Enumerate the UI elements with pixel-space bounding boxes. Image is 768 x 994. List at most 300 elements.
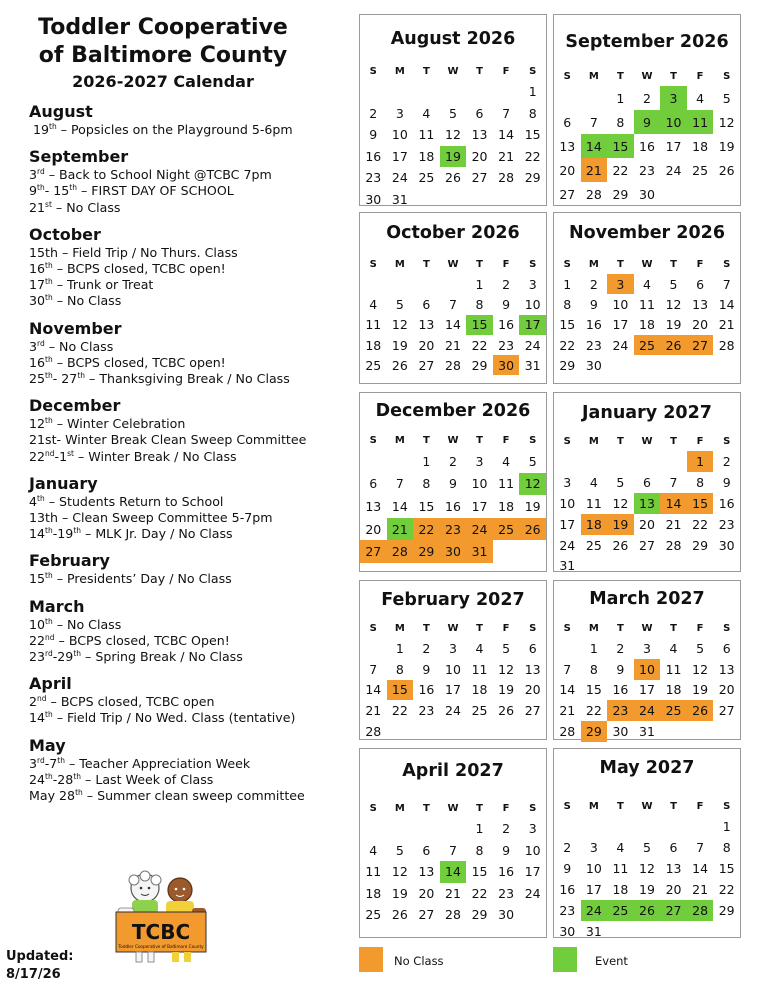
ordinal-suffix: th — [73, 526, 82, 536]
event-text: – No Class — [52, 293, 122, 309]
month-calendar — [553, 748, 741, 938]
day-cell: 6 — [369, 476, 378, 492]
ordinal-suffix: th — [75, 787, 83, 797]
day-cell: 16 — [612, 682, 629, 698]
weekday-header: W — [447, 258, 459, 270]
event-item — [29, 710, 349, 726]
event-text: 22 — [29, 448, 46, 464]
weekday-header: S — [369, 802, 377, 814]
event-item — [29, 183, 349, 199]
ordinal-suffix: rd — [37, 755, 45, 765]
tcbc-logo — [110, 866, 212, 966]
weekday-header: T — [476, 258, 483, 270]
month-calendar-title: March 2027 — [589, 589, 705, 609]
day-cell: 4 — [616, 840, 625, 855]
empty-day-cell — [466, 81, 493, 103]
weekday-header: F — [696, 435, 704, 447]
day-cell: 9 — [502, 842, 511, 858]
day-cell: 8 — [616, 114, 625, 130]
day-cell: 22 — [524, 148, 541, 164]
day-cell: 9 — [422, 661, 431, 677]
weekday-header: M — [588, 435, 599, 447]
day-cell: 27 — [471, 170, 488, 186]
day-cell: 10 — [585, 861, 602, 876]
empty-day-cell — [660, 721, 687, 742]
day-cell: 27 — [718, 703, 735, 719]
day-cell: 16 — [445, 498, 461, 514]
empty-day-cell — [440, 721, 467, 742]
event-text: 19 — [33, 122, 50, 137]
day-cell: 20 — [365, 521, 382, 537]
day-cell: 25 — [365, 357, 382, 373]
day-cell: 8 — [528, 105, 537, 121]
day-cell-no-class: 25 — [493, 518, 520, 541]
month-calendar — [359, 212, 547, 384]
logo-subtext: Toddler Cooperative of Baltimore County — [118, 944, 204, 949]
month-calendar — [553, 212, 741, 384]
day-cell: 16 — [559, 882, 576, 897]
updated-note — [6, 948, 73, 984]
day-cell: 3 — [528, 821, 537, 837]
weekday-header: T — [422, 622, 430, 634]
day-cell: 16 — [365, 148, 382, 164]
day-cell: 6 — [563, 114, 572, 130]
weekday-header: F — [696, 622, 704, 634]
day-cell-no-class: 3 — [607, 274, 634, 294]
ordinal-suffix: th — [49, 121, 57, 131]
weekday-header: M — [588, 70, 599, 82]
event-text: - 15 — [44, 183, 70, 199]
day-cell: 26 — [391, 907, 408, 923]
weekday-header: S — [529, 65, 537, 77]
day-cell-no-class: 15 — [387, 680, 414, 701]
event-text: – Last Week of Class — [81, 771, 214, 787]
weekday-header: S — [529, 802, 537, 814]
event-text: 22 — [29, 632, 46, 648]
event-text: 16 — [29, 261, 46, 277]
empty-day-cell — [413, 721, 440, 742]
day-cell-no-class: 21 — [581, 158, 608, 182]
weekday-header: F — [696, 70, 704, 82]
empty-day-cell — [360, 274, 387, 294]
day-cell: 16 — [585, 317, 602, 333]
empty-day-cell — [713, 355, 740, 375]
day-cell: 18 — [365, 885, 382, 901]
empty-day-cell — [634, 816, 661, 837]
day-cell: 1 — [616, 90, 625, 106]
day-cell: 14 — [365, 682, 382, 698]
empty-day-cell — [387, 818, 414, 840]
empty-day-cell — [413, 81, 440, 103]
legend-event-label: Event — [595, 954, 628, 968]
day-cell: 24 — [524, 885, 541, 901]
weekday-header: T — [476, 65, 483, 77]
day-cell: 11 — [418, 127, 435, 143]
day-cell: 27 — [524, 703, 541, 719]
weekday-header: M — [588, 622, 599, 634]
day-cell-event: 12 — [519, 473, 546, 496]
day-cell: 30 — [365, 191, 382, 207]
day-cell: 21 — [718, 317, 735, 333]
weekday-header: S — [723, 258, 731, 270]
day-cell: 16 — [498, 317, 515, 333]
month-calendar-title: September 2026 — [565, 32, 729, 52]
month-calendar-title: May 2027 — [599, 758, 695, 778]
event-month-heading: November — [29, 318, 122, 338]
day-cell: 3 — [448, 640, 457, 656]
empty-day-cell — [440, 274, 467, 294]
weekday-header: S — [563, 435, 571, 447]
day-cell: 20 — [665, 882, 682, 897]
day-cell-event: 17 — [519, 315, 546, 335]
day-cell: 22 — [471, 885, 488, 901]
day-cell: 17 — [391, 148, 408, 164]
event-item — [29, 200, 349, 216]
event-item — [29, 293, 349, 309]
event-text: – Summer clean sweep committee — [82, 788, 305, 804]
day-cell: 8 — [475, 842, 484, 858]
empty-day-cell — [634, 921, 661, 942]
event-list — [29, 102, 349, 813]
ordinal-suffix: th — [73, 648, 82, 658]
day-cell: 22 — [585, 703, 602, 719]
event-text: – BCPS closed, TCBC open! — [52, 354, 226, 370]
weekday-header: T — [476, 802, 483, 814]
empty-day-cell — [607, 555, 634, 576]
day-cell: 3 — [563, 474, 572, 490]
event-text: – BCPS closed, TCBC open — [46, 694, 215, 710]
day-cell: 5 — [696, 640, 705, 656]
empty-day-cell — [687, 921, 714, 942]
day-cell: 25 — [585, 537, 602, 553]
event-text: – Teacher Appreciation Week — [65, 755, 251, 771]
empty-day-cell — [687, 816, 714, 837]
day-cell: 23 — [559, 903, 576, 918]
empty-day-cell — [466, 189, 493, 211]
day-cell: 13 — [559, 138, 576, 154]
day-cell-no-class: 1 — [687, 451, 714, 472]
ordinal-suffix: th — [37, 493, 45, 503]
event-text: – Presidents’ Day / No Class — [52, 571, 232, 587]
day-cell: 7 — [448, 842, 457, 858]
event-text: -29 — [52, 649, 74, 665]
weekday-header: T — [616, 622, 624, 634]
day-cell-event: 3 — [660, 86, 687, 110]
event-text: 3 — [29, 338, 38, 354]
day-cell: 7 — [696, 840, 705, 855]
day-cell: 22 — [718, 882, 735, 897]
day-cell: 6 — [722, 640, 731, 656]
event-text: -28 — [52, 771, 74, 787]
event-text: -1 — [54, 448, 68, 464]
event-month-heading: April — [29, 674, 72, 694]
event-month-block — [29, 674, 349, 726]
event-item — [29, 649, 349, 665]
day-cell-event: 9 — [634, 110, 661, 134]
day-cell-event: 15 — [466, 315, 493, 335]
event-month-heading: January — [29, 473, 98, 493]
empty-day-cell — [634, 555, 661, 576]
calendar-year-title: 2026-2027 Calendar — [72, 72, 254, 91]
day-cell: 21 — [498, 148, 515, 164]
day-cell: 5 — [502, 640, 511, 656]
empty-day-cell — [413, 818, 440, 840]
updated-label: Updated: — [6, 949, 74, 964]
ordinal-suffix: nd — [45, 632, 55, 642]
event-month-block — [29, 319, 349, 388]
day-cell: 11 — [612, 861, 629, 876]
weekday-header: S — [369, 65, 377, 77]
day-cell-event: 21 — [387, 518, 414, 541]
weekday-header: M — [394, 622, 405, 634]
day-cell: 14 — [692, 861, 709, 876]
ordinal-suffix: th — [45, 710, 53, 720]
day-cell: 3 — [589, 840, 598, 855]
day-cell: 14 — [718, 296, 735, 312]
event-text: – BCPS closed, TCBC Open! — [54, 632, 230, 648]
event-item — [29, 633, 349, 649]
weekday-header: S — [563, 622, 571, 634]
day-cell: 2 — [502, 276, 511, 292]
day-cell: 6 — [528, 640, 537, 656]
weekday-header: W — [641, 435, 653, 447]
day-cell: 9 — [589, 296, 598, 312]
day-cell-no-class: 22 — [413, 518, 440, 541]
day-cell: 25 — [365, 907, 382, 923]
weekday-header: S — [723, 622, 731, 634]
empty-day-cell — [660, 451, 687, 472]
event-text: – Thanksgiving Break / No Class — [85, 371, 290, 387]
month-calendar-title: January 2027 — [582, 403, 712, 423]
event-month-block — [29, 396, 349, 465]
weekday-header: W — [447, 622, 459, 634]
event-text: 13th – Clean Sweep Committee 5-7pm — [29, 510, 273, 526]
day-cell: 28 — [498, 170, 515, 186]
empty-day-cell — [713, 921, 740, 942]
day-cell-event: 25 — [607, 900, 634, 921]
weekday-header: W — [447, 802, 459, 814]
day-cell: 13 — [365, 498, 382, 514]
day-cell: 6 — [696, 276, 705, 292]
empty-day-cell — [660, 555, 687, 576]
day-cell-no-class: 28 — [387, 540, 414, 563]
weekday-header: T — [616, 258, 624, 270]
day-cell: 8 — [395, 661, 404, 677]
day-cell: 6 — [422, 842, 431, 858]
day-cell: 20 — [718, 682, 735, 698]
day-cell: 1 — [563, 276, 572, 292]
day-cell: 30 — [585, 357, 602, 373]
empty-day-cell — [360, 450, 387, 473]
day-cell: 5 — [395, 296, 404, 312]
event-item — [29, 261, 349, 277]
day-cell: 9 — [448, 476, 457, 492]
day-cell: 17 — [612, 317, 629, 333]
day-cell-no-class: 10 — [634, 659, 661, 680]
day-cell-no-class: 14 — [660, 493, 687, 514]
event-item — [29, 788, 349, 804]
event-month-heading: March — [29, 596, 85, 616]
event-text: 16 — [29, 354, 46, 370]
day-cell: 13 — [692, 296, 709, 312]
day-cell: 17 — [524, 864, 541, 880]
weekday-header: F — [502, 258, 510, 270]
day-cell: 1 — [395, 640, 404, 656]
empty-day-cell — [466, 721, 493, 742]
ordinal-suffix: th — [45, 354, 53, 364]
day-cell-no-class: 29 — [581, 721, 608, 742]
day-cell: 6 — [642, 474, 651, 490]
empty-day-cell — [387, 274, 414, 294]
day-cell-no-class: 25 — [634, 335, 661, 355]
day-cell: 29 — [471, 907, 488, 923]
day-cell: 3 — [395, 105, 404, 121]
day-cell: 4 — [422, 105, 431, 121]
weekday-header: S — [369, 434, 377, 446]
empty-day-cell — [519, 540, 546, 563]
day-cell-no-class: 19 — [607, 514, 634, 535]
day-cell: 30 — [639, 186, 655, 202]
event-text: 17 — [29, 277, 46, 293]
day-cell: 9 — [369, 127, 378, 143]
day-cell: 19 — [391, 885, 408, 901]
event-text: – Spring Break / No Class — [81, 649, 243, 665]
event-text: 15 — [29, 571, 46, 587]
event-text: May 28 — [29, 788, 76, 804]
empty-day-cell — [519, 721, 546, 742]
day-cell-event: 19 — [440, 146, 467, 168]
event-item — [29, 510, 349, 526]
empty-day-cell — [493, 81, 520, 103]
day-cell: 17 — [665, 138, 682, 154]
day-cell: 26 — [612, 537, 629, 553]
day-cell: 7 — [563, 661, 572, 677]
day-cell: 11 — [639, 296, 655, 312]
day-cell-event: 14 — [440, 861, 467, 883]
day-cell: 2 — [642, 90, 651, 106]
event-text: – No Class — [52, 616, 122, 632]
calendar-title — [0, 14, 326, 93]
day-cell: 24 — [391, 170, 408, 186]
weekday-header: M — [588, 800, 599, 812]
empty-day-cell — [413, 189, 440, 211]
month-calendar-title: December 2026 — [375, 401, 531, 421]
day-cell: 11 — [365, 864, 382, 880]
ordinal-suffix: nd — [45, 448, 55, 458]
month-calendar-title: April 2027 — [402, 761, 504, 781]
day-cell: 4 — [369, 296, 378, 312]
day-cell: 10 — [471, 476, 488, 492]
day-cell: 7 — [448, 296, 457, 312]
day-cell: 7 — [589, 114, 598, 130]
event-text: 9 — [29, 183, 38, 199]
day-cell: 2 — [563, 840, 572, 855]
month-calendar — [359, 392, 547, 572]
day-cell: 19 — [692, 682, 709, 698]
day-cell: 25 — [692, 162, 709, 178]
day-cell: 14 — [391, 498, 408, 514]
month-calendar — [359, 580, 547, 740]
weekday-header: T — [616, 70, 624, 82]
ordinal-suffix: st — [67, 448, 74, 458]
day-cell: 18 — [418, 148, 435, 164]
weekday-header: F — [502, 622, 510, 634]
day-cell: 2 — [502, 821, 511, 837]
day-cell-no-class: 31 — [466, 540, 493, 563]
day-cell: 28 — [445, 357, 461, 373]
event-item — [29, 371, 349, 387]
event-text: – Back to School Night @TCBC 7pm — [44, 167, 272, 183]
day-cell: 26 — [445, 170, 461, 186]
empty-day-cell — [519, 189, 546, 211]
day-cell: 15 — [524, 127, 541, 143]
day-cell: 1 — [589, 640, 598, 656]
weekday-header: T — [670, 622, 677, 634]
day-cell: 5 — [448, 105, 457, 121]
ordinal-suffix: th — [45, 416, 53, 426]
weekday-header: F — [502, 802, 510, 814]
day-cell: 29 — [524, 170, 541, 186]
day-cell: 6 — [475, 105, 484, 121]
day-cell-event: 27 — [660, 900, 687, 921]
event-month-heading: May — [29, 735, 66, 755]
day-cell: 25 — [471, 703, 488, 719]
day-cell: 10 — [524, 842, 541, 858]
event-text: – No Class — [44, 338, 114, 354]
day-cell: 19 — [718, 138, 735, 154]
day-cell: 11 — [365, 317, 382, 333]
weekday-header: T — [422, 434, 430, 446]
day-cell: 12 — [612, 495, 629, 511]
day-cell: 14 — [559, 682, 576, 698]
day-cell: 27 — [418, 907, 435, 923]
day-cell: 7 — [669, 474, 678, 490]
day-cell: 4 — [696, 90, 705, 106]
logo-text: TCBC — [131, 920, 191, 944]
event-text: 14 — [29, 526, 46, 542]
day-cell: 16 — [498, 864, 515, 880]
weekday-header: T — [670, 258, 677, 270]
day-cell: 22 — [391, 703, 408, 719]
weekday-header: W — [447, 65, 459, 77]
ordinal-suffix: th — [45, 771, 53, 781]
month-calendar — [553, 392, 741, 572]
day-cell-no-class: 18 — [581, 514, 608, 535]
event-text: - 27 — [52, 371, 78, 387]
event-month-heading: August — [29, 102, 93, 121]
weekday-header: W — [641, 800, 653, 812]
day-cell: 8 — [696, 474, 705, 490]
weekday-header: M — [394, 434, 405, 446]
weekday-header: W — [641, 70, 653, 82]
day-cell: 2 — [722, 453, 731, 469]
event-text: 12 — [29, 416, 46, 432]
day-cell: 28 — [718, 337, 735, 353]
ordinal-suffix: st — [45, 199, 52, 209]
day-cell: 22 — [559, 337, 576, 353]
updated-date: 8/17/26 — [6, 967, 61, 982]
event-month-block — [29, 147, 349, 216]
day-cell: 17 — [639, 682, 655, 698]
weekday-header: T — [422, 802, 430, 814]
day-cell: 17 — [471, 498, 488, 514]
day-cell: 10 — [559, 495, 576, 511]
weekday-header: S — [369, 258, 377, 270]
day-cell: 19 — [665, 317, 682, 333]
day-cell: 23 — [718, 516, 735, 532]
event-text: – Winter Break / No Class — [73, 448, 237, 464]
day-cell: 12 — [498, 661, 515, 677]
